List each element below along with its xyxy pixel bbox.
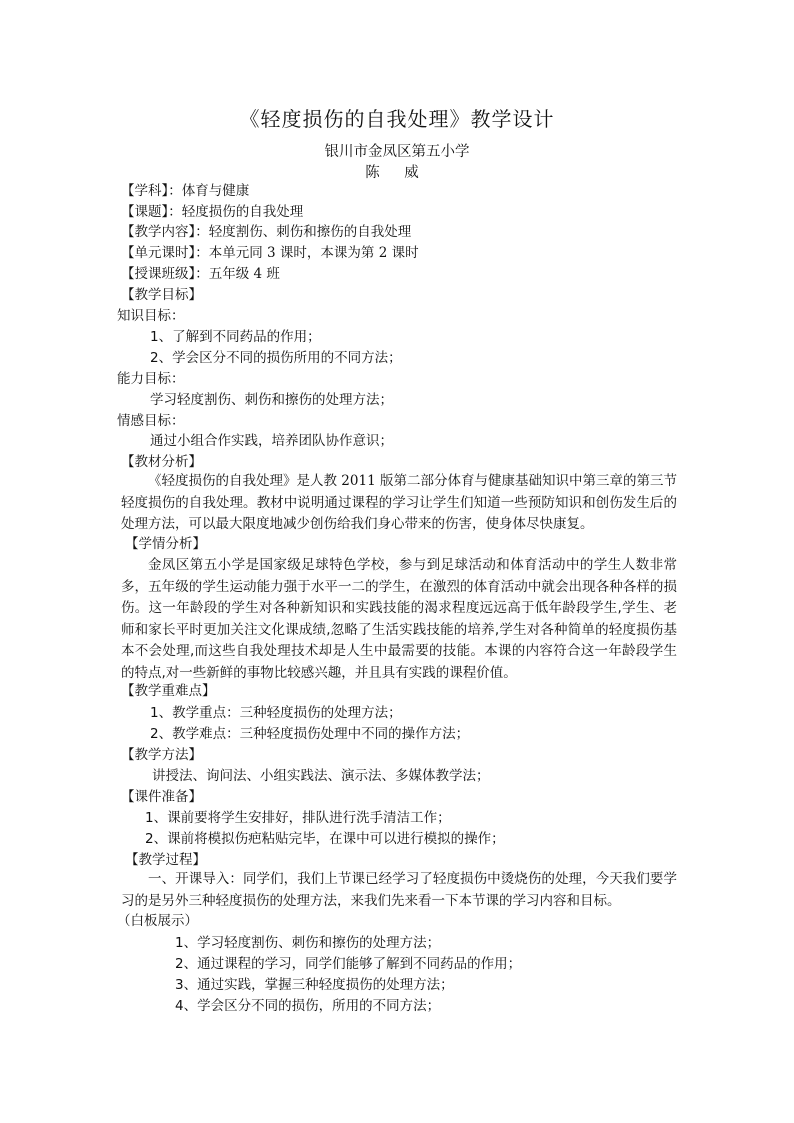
document-title: 《轻度损伤的自我处理》教学设计	[239, 107, 555, 131]
meta-topic: 【课题】：轻度损伤的自我处理	[121, 204, 304, 220]
ability-goal-item: 学习轻度割伤、刺伤和擦伤的处理方法；	[150, 392, 393, 408]
emotion-goal-label: 情感目标：	[117, 413, 185, 429]
key-point-item: 2、教学难点：三种轻度损伤处理中不同的操作方法；	[150, 726, 470, 742]
process-heading: 【教学过程】	[125, 852, 206, 868]
meta-unit-hours: 【单元课时】：本单元同 3 课时，本课为第 2 课时	[121, 245, 419, 261]
ability-goal-label: 能力目标：	[117, 371, 185, 387]
textbook-heading: 【教材分析】	[121, 454, 202, 470]
knowledge-goal-item: 1、了解到不同药品的作用；	[150, 329, 321, 345]
board-item: 2、通过课程的学习，同学们能够了解到不同药品的作用；	[175, 956, 522, 972]
prep-item: 2、课前将模拟伤疤粘贴完毕，在课中可以进行模拟的操作；	[145, 831, 505, 847]
goals-heading: 【教学目标】	[121, 287, 202, 303]
knowledge-goal-label: 知识目标：	[117, 308, 185, 324]
board-item: 1、学习轻度割伤、刺伤和擦伤的处理方法；	[175, 935, 441, 951]
board-item: 3、通过实践，掌握三种轻度损伤的处理方法；	[175, 977, 454, 993]
process-intro: 一、开课导入：同学们，我们上节课已经学习了轻度损伤中烫烧伤的处理，今天我们要学习的是另外三种轻度损伤的处理方法，来我们先来看一下本节课的学习内容和目标。	[121, 871, 677, 909]
key-point-item: 1、教学重点：三种轻度损伤的处理方法；	[150, 705, 402, 721]
methods-heading: 【教学方法】	[121, 747, 202, 763]
key-points-heading: 【教学重难点】	[121, 683, 216, 699]
students-paragraph: 金凤区第五小学是国家级足球特色学校，参与到足球活动和体育活动中的学生人数非常多，五年级的学生运动能力强于水平一二的学生，在激烈的体育活动中就会出现各种各样的损伤。这一年龄段的学生对各种新知识和实践技能的渴求程度远远高于低年龄段学生,学生、老师和家长平时更加关注文化课成绩,忽略了生活实践技能的培养,学生对各种简单的轻度损伤基本不会处理,而这些自我处理技术却是人生中最需要的技能。本课的内容符合这一年龄段学生的特点,对一些新鲜的事物比较感兴趣，并且具有实践的课程价值。	[121, 557, 677, 681]
methods-text: 讲授法、询问法、小组实践法、演示法、多媒体教学法；	[152, 768, 490, 784]
meta-content: 【教学内容】：轻度割伤、刺伤和擦伤的自我处理	[121, 224, 412, 240]
prep-item: 1、课前要将学生安排好，排队进行洗手清洁工作；	[145, 810, 451, 826]
knowledge-goal-item: 2、学会区分不同的损伤所用的不同方法；	[150, 350, 402, 366]
author-name: 陈 威	[365, 165, 429, 181]
students-heading: 【学情分析】	[125, 536, 206, 552]
school-name: 银川市金凤区第五小学	[324, 144, 470, 160]
meta-subject: 【学科】：体育与健康	[121, 183, 250, 199]
meta-class: 【授课班级】：五年级 4 班	[121, 266, 280, 282]
textbook-paragraph: 《轻度损伤的自我处理》是人教 2011 版第二部分体育与健康基础知识中第三章的第三节轻度损伤的自我处理。教材中说明通过课程的学习让学生们知道一些预防知识和创伤发生后的处理方法，可以最大限度地减少创伤给我们身心带来的伤害，使身体尽快康复。	[121, 473, 677, 532]
prep-heading: 【课件准备】	[121, 789, 202, 805]
emotion-goal-item: 通过小组合作实践，培养团队协作意识；	[150, 433, 393, 449]
board-item: 4、学会区分不同的损伤，所用的不同方法；	[175, 998, 441, 1014]
whiteboard-label: （白板展示）	[117, 913, 198, 929]
